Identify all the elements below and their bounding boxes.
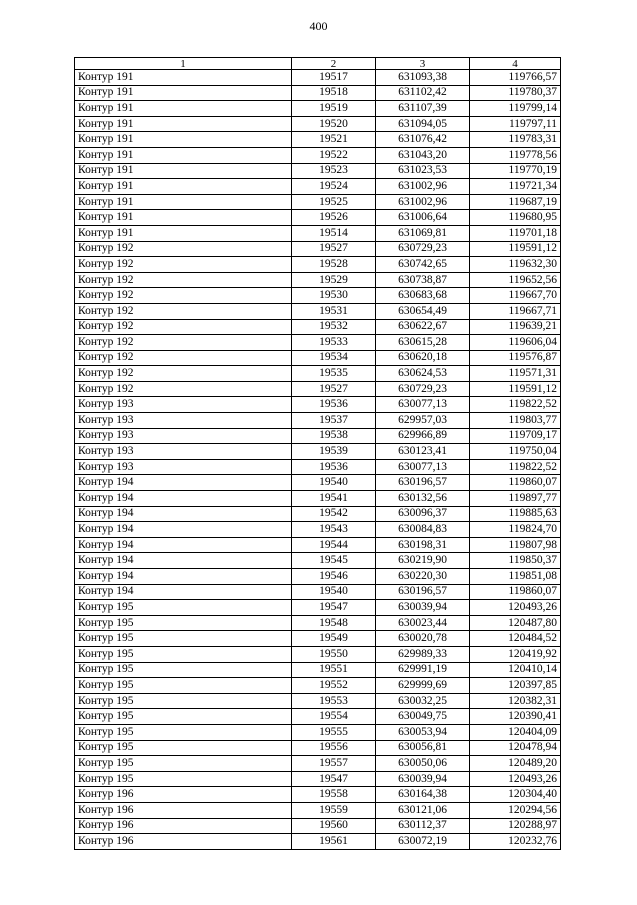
table-row	[75, 600, 561, 616]
y-coordinate-cell: 120294,56	[470, 802, 561, 818]
x-coordinate-cell: 631023,53	[376, 163, 470, 179]
x-coordinate-cell: 630053,94	[376, 724, 470, 740]
point-number-cell: 19536	[292, 397, 376, 413]
table-row	[75, 303, 561, 319]
table-row	[75, 834, 561, 850]
y-coordinate-cell: 119576,87	[470, 350, 561, 366]
table-row	[75, 569, 561, 585]
x-coordinate-cell: 630121,06	[376, 802, 470, 818]
point-number-cell: 19539	[292, 444, 376, 460]
table-row	[75, 163, 561, 179]
point-number-cell: 19558	[292, 787, 376, 803]
y-coordinate-cell: 120419,92	[470, 646, 561, 662]
x-coordinate-cell: 630622,67	[376, 319, 470, 335]
y-coordinate-cell: 120484,52	[470, 631, 561, 647]
y-coordinate-cell: 119591,12	[470, 241, 561, 257]
contour-name-cell: Контур 192	[75, 381, 292, 397]
y-coordinate-cell: 119701,18	[470, 225, 561, 241]
x-coordinate-cell: 630620,18	[376, 350, 470, 366]
point-number-cell: 19556	[292, 740, 376, 756]
table-row	[75, 444, 561, 460]
contour-name-cell: Контур 192	[75, 241, 292, 257]
contour-name-cell: Контур 191	[75, 225, 292, 241]
x-coordinate-cell: 629991,19	[376, 662, 470, 678]
contour-name-cell: Контур 194	[75, 522, 292, 538]
y-coordinate-cell: 120487,80	[470, 615, 561, 631]
contour-name-cell: Контур 191	[75, 194, 292, 210]
table-row	[75, 631, 561, 647]
contour-name-cell: Контур 194	[75, 569, 292, 585]
point-number-cell: 19519	[292, 101, 376, 117]
point-number-cell: 19550	[292, 646, 376, 662]
point-number-cell: 19542	[292, 506, 376, 522]
table-row	[75, 350, 561, 366]
contour-name-cell: Контур 192	[75, 350, 292, 366]
x-coordinate-cell: 630196,57	[376, 584, 470, 600]
table-row	[75, 257, 561, 273]
y-coordinate-cell: 119606,04	[470, 335, 561, 351]
table-row	[75, 802, 561, 818]
point-number-cell: 19553	[292, 693, 376, 709]
point-number-cell: 19544	[292, 537, 376, 553]
contour-name-cell: Контур 193	[75, 444, 292, 460]
x-coordinate-cell: 630039,94	[376, 600, 470, 616]
x-coordinate-cell: 629999,69	[376, 678, 470, 694]
x-coordinate-cell: 630729,23	[376, 381, 470, 397]
contour-name-cell: Контур 195	[75, 756, 292, 772]
contour-name-cell: Контур 194	[75, 506, 292, 522]
table-row	[75, 740, 561, 756]
contour-name-cell: Контур 191	[75, 101, 292, 117]
x-coordinate-cell: 630039,94	[376, 771, 470, 787]
y-coordinate-cell: 119851,08	[470, 569, 561, 585]
table-row	[75, 724, 561, 740]
table-row	[75, 584, 561, 600]
point-number-cell: 19545	[292, 553, 376, 569]
table-row	[75, 709, 561, 725]
table-row	[75, 116, 561, 132]
table-row	[75, 646, 561, 662]
contour-name-cell: Контур 193	[75, 397, 292, 413]
contour-name-cell: Контур 194	[75, 475, 292, 491]
table-row	[75, 537, 561, 553]
contour-name-cell: Контур 195	[75, 615, 292, 631]
y-coordinate-cell: 120410,14	[470, 662, 561, 678]
y-coordinate-cell: 119885,63	[470, 506, 561, 522]
x-coordinate-cell: 630023,44	[376, 615, 470, 631]
point-number-cell: 19514	[292, 225, 376, 241]
point-number-cell: 19548	[292, 615, 376, 631]
x-coordinate-cell: 631102,42	[376, 85, 470, 101]
table-row	[75, 818, 561, 834]
point-number-cell: 19538	[292, 428, 376, 444]
contour-name-cell: Контур 191	[75, 70, 292, 86]
table-row	[75, 241, 561, 257]
y-coordinate-cell: 119822,52	[470, 397, 561, 413]
point-number-cell: 19534	[292, 350, 376, 366]
point-number-cell: 19551	[292, 662, 376, 678]
x-coordinate-cell: 630624,53	[376, 366, 470, 382]
contour-name-cell: Контур 196	[75, 802, 292, 818]
column-header: 2	[292, 58, 376, 70]
table-row	[75, 272, 561, 288]
contour-name-cell: Контур 194	[75, 584, 292, 600]
y-coordinate-cell: 119778,56	[470, 147, 561, 163]
point-number-cell: 19529	[292, 272, 376, 288]
x-coordinate-cell: 630084,83	[376, 522, 470, 538]
point-number-cell: 19559	[292, 802, 376, 818]
contour-name-cell: Контур 194	[75, 491, 292, 507]
x-coordinate-cell: 630738,87	[376, 272, 470, 288]
x-coordinate-cell: 630132,56	[376, 491, 470, 507]
table-row	[75, 288, 561, 304]
contour-name-cell: Контур 195	[75, 709, 292, 725]
column-header: 4	[470, 58, 561, 70]
point-number-cell: 19547	[292, 771, 376, 787]
contour-name-cell: Контур 195	[75, 631, 292, 647]
contour-name-cell: Контур 193	[75, 459, 292, 475]
x-coordinate-cell: 630615,28	[376, 335, 470, 351]
x-coordinate-cell: 630219,90	[376, 553, 470, 569]
x-coordinate-cell: 630198,31	[376, 537, 470, 553]
contour-name-cell: Контур 195	[75, 693, 292, 709]
point-number-cell: 19533	[292, 335, 376, 351]
table-row	[75, 101, 561, 117]
y-coordinate-cell: 119780,37	[470, 85, 561, 101]
y-coordinate-cell: 120390,41	[470, 709, 561, 725]
y-coordinate-cell: 120304,40	[470, 787, 561, 803]
table-row	[75, 225, 561, 241]
table-row	[75, 319, 561, 335]
contour-name-cell: Контур 191	[75, 132, 292, 148]
x-coordinate-cell: 630164,38	[376, 787, 470, 803]
y-coordinate-cell: 119797,11	[470, 116, 561, 132]
column-header: 1	[75, 58, 292, 70]
y-coordinate-cell: 119807,98	[470, 537, 561, 553]
x-coordinate-cell: 630020,78	[376, 631, 470, 647]
table-row	[75, 491, 561, 507]
point-number-cell: 19525	[292, 194, 376, 210]
contour-name-cell: Контур 191	[75, 179, 292, 195]
contour-name-cell: Контур 191	[75, 210, 292, 226]
x-coordinate-cell: 630729,23	[376, 241, 470, 257]
contour-name-cell: Контур 192	[75, 257, 292, 273]
y-coordinate-cell: 119860,07	[470, 475, 561, 491]
table-row	[75, 459, 561, 475]
x-coordinate-cell: 630683,68	[376, 288, 470, 304]
contour-name-cell: Контур 195	[75, 600, 292, 616]
point-number-cell: 19524	[292, 179, 376, 195]
x-coordinate-cell: 630123,41	[376, 444, 470, 460]
x-coordinate-cell: 630077,13	[376, 397, 470, 413]
table-row	[75, 179, 561, 195]
y-coordinate-cell: 120232,76	[470, 834, 561, 850]
contour-name-cell: Контур 195	[75, 662, 292, 678]
table-row	[75, 85, 561, 101]
table-row	[75, 662, 561, 678]
point-number-cell: 19527	[292, 241, 376, 257]
y-coordinate-cell: 119680,95	[470, 210, 561, 226]
x-coordinate-cell: 631094,05	[376, 116, 470, 132]
contour-name-cell: Контур 192	[75, 303, 292, 319]
table-row	[75, 366, 561, 382]
point-number-cell: 19541	[292, 491, 376, 507]
table-row	[75, 678, 561, 694]
contour-name-cell: Контур 192	[75, 288, 292, 304]
x-coordinate-cell: 631043,20	[376, 147, 470, 163]
contour-name-cell: Контур 194	[75, 537, 292, 553]
contour-name-cell: Контур 191	[75, 116, 292, 132]
point-number-cell: 19540	[292, 584, 376, 600]
y-coordinate-cell: 119632,30	[470, 257, 561, 273]
x-coordinate-cell: 630032,25	[376, 693, 470, 709]
point-number-cell: 19517	[292, 70, 376, 86]
table-header-row	[75, 58, 561, 70]
table-row	[75, 475, 561, 491]
page-number: 400	[309, 19, 328, 33]
contour-name-cell: Контур 192	[75, 319, 292, 335]
x-coordinate-cell: 630654,49	[376, 303, 470, 319]
table-row	[75, 381, 561, 397]
y-coordinate-cell: 119591,12	[470, 381, 561, 397]
point-number-cell: 19521	[292, 132, 376, 148]
table-row	[75, 506, 561, 522]
point-number-cell: 19543	[292, 522, 376, 538]
contour-name-cell: Контур 193	[75, 413, 292, 429]
y-coordinate-cell: 119766,57	[470, 70, 561, 86]
point-number-cell: 19532	[292, 319, 376, 335]
table-row	[75, 771, 561, 787]
y-coordinate-cell: 119639,21	[470, 319, 561, 335]
x-coordinate-cell: 630056,81	[376, 740, 470, 756]
point-number-cell: 19522	[292, 147, 376, 163]
x-coordinate-cell: 631002,96	[376, 179, 470, 195]
y-coordinate-cell: 119803,77	[470, 413, 561, 429]
table-row	[75, 70, 561, 86]
x-coordinate-cell: 631002,96	[376, 194, 470, 210]
y-coordinate-cell: 119652,56	[470, 272, 561, 288]
point-number-cell: 19526	[292, 210, 376, 226]
x-coordinate-cell: 629957,03	[376, 413, 470, 429]
table-row	[75, 210, 561, 226]
point-number-cell: 19523	[292, 163, 376, 179]
point-number-cell: 19552	[292, 678, 376, 694]
contour-name-cell: Контур 191	[75, 147, 292, 163]
x-coordinate-cell: 631006,64	[376, 210, 470, 226]
x-coordinate-cell: 629989,33	[376, 646, 470, 662]
y-coordinate-cell: 120404,09	[470, 724, 561, 740]
y-coordinate-cell: 119667,71	[470, 303, 561, 319]
x-coordinate-cell: 630112,37	[376, 818, 470, 834]
x-coordinate-cell: 631069,81	[376, 225, 470, 241]
table-row	[75, 756, 561, 772]
table-row	[75, 413, 561, 429]
point-number-cell: 19557	[292, 756, 376, 772]
x-coordinate-cell: 630077,13	[376, 459, 470, 475]
y-coordinate-cell: 120493,26	[470, 771, 561, 787]
table-row	[75, 428, 561, 444]
y-coordinate-cell: 120397,85	[470, 678, 561, 694]
point-number-cell: 19520	[292, 116, 376, 132]
y-coordinate-cell: 119571,31	[470, 366, 561, 382]
point-number-cell: 19536	[292, 459, 376, 475]
x-coordinate-cell: 631107,39	[376, 101, 470, 117]
y-coordinate-cell: 120288,97	[470, 818, 561, 834]
point-number-cell: 19549	[292, 631, 376, 647]
x-coordinate-cell: 630220,30	[376, 569, 470, 585]
table-row	[75, 693, 561, 709]
y-coordinate-cell: 119687,19	[470, 194, 561, 210]
table-row	[75, 615, 561, 631]
y-coordinate-cell: 120489,20	[470, 756, 561, 772]
point-number-cell: 19531	[292, 303, 376, 319]
column-header: 3	[376, 58, 470, 70]
point-number-cell: 19518	[292, 85, 376, 101]
y-coordinate-cell: 119709,17	[470, 428, 561, 444]
point-number-cell: 19555	[292, 724, 376, 740]
table-row	[75, 147, 561, 163]
contour-name-cell: Контур 191	[75, 163, 292, 179]
y-coordinate-cell: 119850,37	[470, 553, 561, 569]
y-coordinate-cell: 119750,04	[470, 444, 561, 460]
table-row	[75, 132, 561, 148]
point-number-cell: 19560	[292, 818, 376, 834]
contour-name-cell: Контур 194	[75, 553, 292, 569]
y-coordinate-cell: 119799,14	[470, 101, 561, 117]
y-coordinate-cell: 119824,70	[470, 522, 561, 538]
contour-name-cell: Контур 195	[75, 740, 292, 756]
contour-name-cell: Контур 195	[75, 646, 292, 662]
contour-name-cell: Контур 193	[75, 428, 292, 444]
y-coordinate-cell: 119667,70	[470, 288, 561, 304]
point-number-cell: 19561	[292, 834, 376, 850]
table-row	[75, 194, 561, 210]
y-coordinate-cell: 120382,31	[470, 693, 561, 709]
contour-name-cell: Контур 195	[75, 724, 292, 740]
x-coordinate-cell: 630096,37	[376, 506, 470, 522]
y-coordinate-cell: 119770,19	[470, 163, 561, 179]
x-coordinate-cell: 631093,38	[376, 70, 470, 86]
y-coordinate-cell: 119822,52	[470, 459, 561, 475]
contour-name-cell: Контур 196	[75, 818, 292, 834]
y-coordinate-cell: 120493,26	[470, 600, 561, 616]
contour-name-cell: Контур 195	[75, 771, 292, 787]
table-row	[75, 397, 561, 413]
x-coordinate-cell: 630742,65	[376, 257, 470, 273]
table-row	[75, 787, 561, 803]
point-number-cell: 19540	[292, 475, 376, 491]
x-coordinate-cell: 631076,42	[376, 132, 470, 148]
point-number-cell: 19546	[292, 569, 376, 585]
point-number-cell: 19527	[292, 381, 376, 397]
coordinates-table	[74, 57, 561, 850]
point-number-cell: 19528	[292, 257, 376, 273]
x-coordinate-cell: 629966,89	[376, 428, 470, 444]
y-coordinate-cell: 119897,77	[470, 491, 561, 507]
table-row	[75, 522, 561, 538]
point-number-cell: 19547	[292, 600, 376, 616]
point-number-cell: 19530	[292, 288, 376, 304]
contour-name-cell: Контур 192	[75, 335, 292, 351]
x-coordinate-cell: 630196,57	[376, 475, 470, 491]
point-number-cell: 19537	[292, 413, 376, 429]
table-row	[75, 335, 561, 351]
table-row	[75, 553, 561, 569]
contour-name-cell: Контур 196	[75, 834, 292, 850]
y-coordinate-cell: 119860,07	[470, 584, 561, 600]
x-coordinate-cell: 630072,19	[376, 834, 470, 850]
x-coordinate-cell: 630050,06	[376, 756, 470, 772]
contour-name-cell: Контур 191	[75, 85, 292, 101]
contour-name-cell: Контур 192	[75, 366, 292, 382]
contour-name-cell: Контур 196	[75, 787, 292, 803]
contour-name-cell: Контур 192	[75, 272, 292, 288]
contour-name-cell: Контур 195	[75, 678, 292, 694]
point-number-cell: 19535	[292, 366, 376, 382]
point-number-cell: 19554	[292, 709, 376, 725]
y-coordinate-cell: 120478,94	[470, 740, 561, 756]
y-coordinate-cell: 119783,31	[470, 132, 561, 148]
x-coordinate-cell: 630049,75	[376, 709, 470, 725]
y-coordinate-cell: 119721,34	[470, 179, 561, 195]
